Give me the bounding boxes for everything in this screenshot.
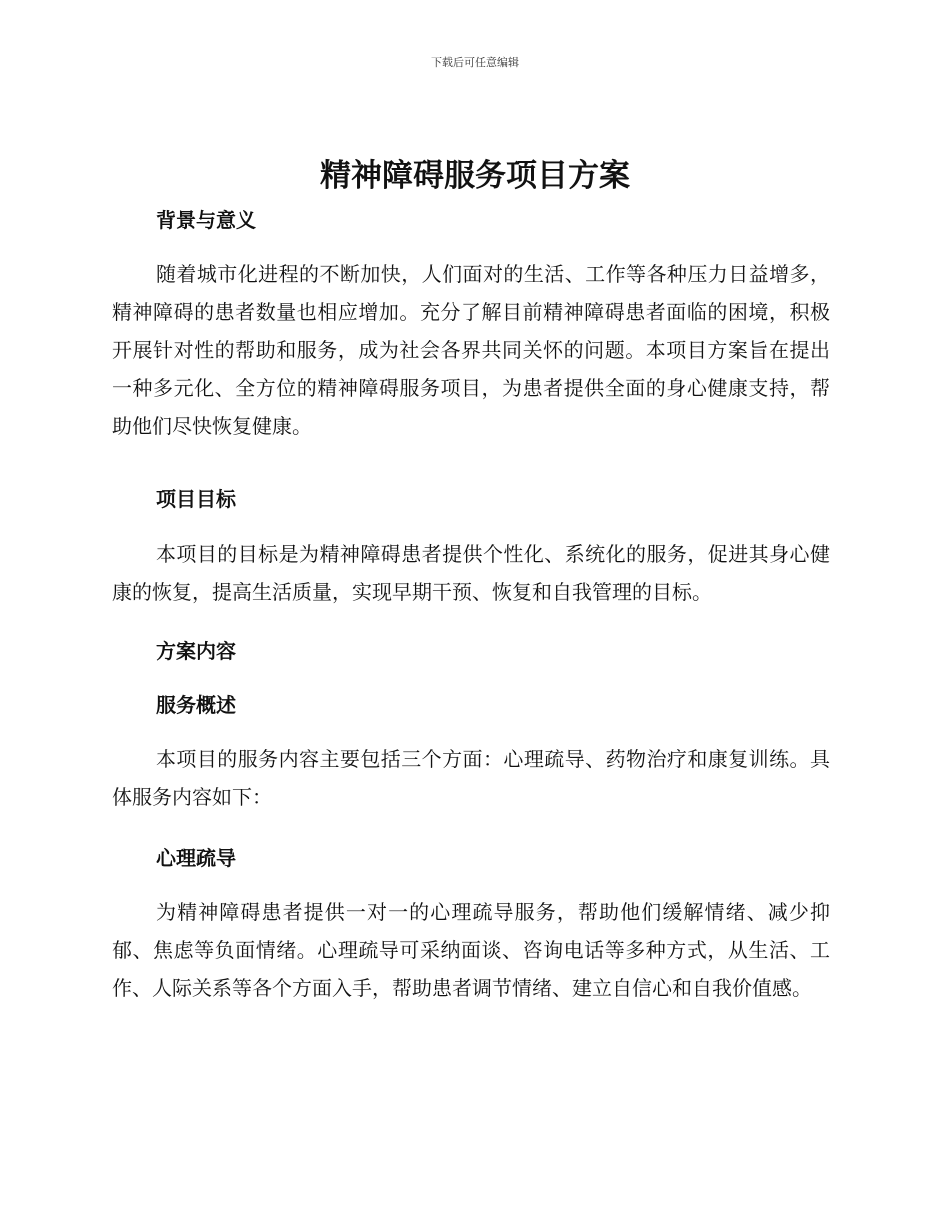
section-heading-overview: 服务概述 (156, 693, 236, 717)
section-paragraph-overview: 本项目的服务内容主要包括三个方面：心理疏导、药物治疗和康复训练。具体服务内容如下： (112, 747, 830, 809)
section-paragraph-background: 随着城市化进程的不断加快，人们面对的生活、工作等各种压力日益增多，精神障碍的患者数量也相应增加。充分了解目前精神障碍患者面临的困境，积极开展针对性的帮助和服务，成为社会各界共同关怀的问题。本项目方案旨在提出一种多元化、全方位的精神障碍服务项目，为患者提供全面的身心健康支持，帮助他们尽快恢复健康。 (112, 262, 830, 438)
document-title: 精神障碍服务项目方案 (320, 158, 630, 194)
section-paragraph-goal: 本项目的目标是为精神障碍患者提供个性化、系统化的服务，促进其身心健康的恢复，提高生活质量，实现早期干预、恢复和自我管理的目标。 (112, 542, 830, 604)
section-heading-goal: 项目目标 (156, 487, 236, 511)
header-note: 下载后可任意编辑 (431, 56, 519, 69)
section-heading-counseling: 心理疏导 (156, 846, 236, 870)
section-heading-background: 背景与意义 (156, 208, 256, 232)
section-paragraph-counseling: 为精神障碍患者提供一对一的心理疏导服务，帮助他们缓解情绪、减少抑郁、焦虑等负面情绪。心理疏导可采纳面谈、咨询电话等多种方式，从生活、工作、人际关系等各个方面入手，帮助患者调节情绪、建立自信心和自我价值感。 (112, 900, 830, 1000)
section-heading-content: 方案内容 (156, 639, 236, 663)
